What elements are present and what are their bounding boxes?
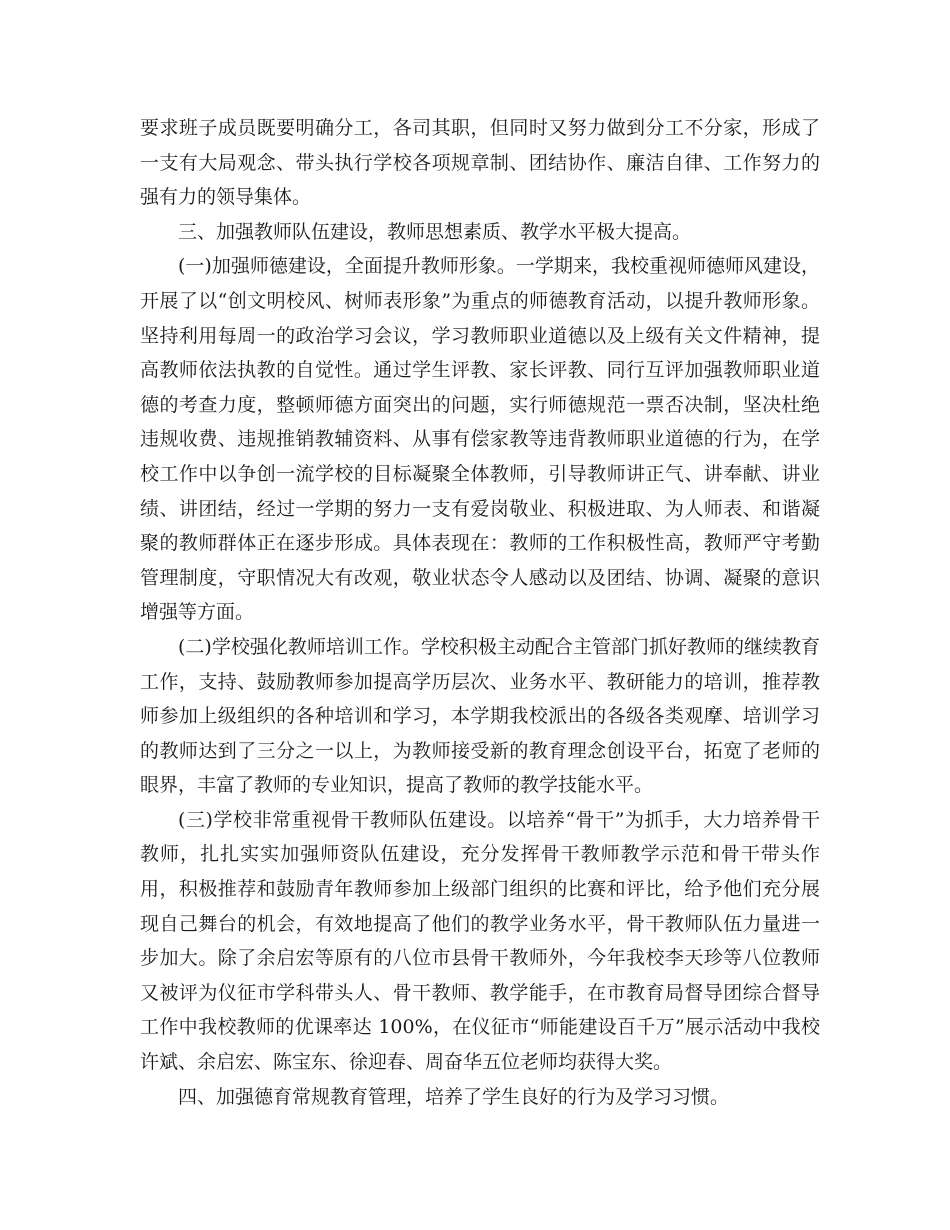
section-heading-teacher-team: 三、加强教师队伍建设，教师思想素质、教学水平极大提高。 bbox=[178, 220, 692, 243]
paragraph-leadership-continued: 要求班子成员既要明确分工，各司其职，但同时又努力做到分工不分家，形成了一支有大局观念、带头执行学校各项规章制、团结协作、廉洁自律、工作努力的强有力的领导集体。 bbox=[140, 117, 820, 209]
paragraph-teacher-ethics: (一)加强师德建设，全面提升教师形象。一学期来，我校重视师德师风建设，开展了以“创文明校风、树师表形象”为重点的师德教育活动，以提升教师形象。坚持利用每周一的政治学习会议，学习教师职业道德以及上级有关文件精神，提高教师依法执教的自觉性。通过学生评教、家长评教、同行互评加强教师职业道德的考查力度，整顿师德方面突出的问题，实行师德规范一票否决制，坚决杜绝违规收费、违规推销教辅资料、从事有偿家教等违背教师职业道德的行为，在学校工作中以争创一流学校的目标凝聚全体教师，引导教师讲正气、讲奉献、讲业绩、讲团结，经过一学期的努力一支有爱岗敬业、积极进取、为人师表、和谐凝聚的教师群体正在逐步形成。具体表现在：教师的工作积极性高，教师严守考勤管理制度，守职情况大有改观，敬业状态令人感动以及团结、协调、凝聚的意识增强等方面。 bbox=[140, 255, 820, 624]
paragraph-teacher-training: (二)学校强化教师培训工作。学校积极主动配合主管部门抓好教师的继续教育工作，支持、鼓励教师参加提高学历层次、业务水平、教研能力的培训，推荐教师参加上级组织的各种培训和学习，本学期我校派出的各级各类观摩、培训学习的教师达到了三分之一以上，为教师接受新的教育理念创设平台，拓宽了老师的眼界，丰富了教师的专业知识，提高了教师的教学技能水平。 bbox=[140, 635, 820, 797]
section-heading-moral-education: 四、加强德育常规教育管理，培养了学生良好的行为及学习习惯。 bbox=[178, 1085, 730, 1108]
paragraph-backbone-teachers: (三)学校非常重视骨干教师队伍建设。以培养“骨干”为抓手，大力培养骨干教师，扎扎实实加强师资队伍建设，充分发挥骨干教师教学示范和骨干带头作用，积极推荐和鼓励青年教师参加上级部门组织的比赛和评比，给予他们充分展现自己舞台的机会，有效地提高了他们的教学业务水平，骨干教师队伍力量进一步加大。除了余启宏等原有的八位市县骨干教师外，今年我校李天珍等八位教师又被评为仪征市学科带头人、骨干教师、教学能手，在市教育局督导团综合督导工作中我校教师的优课率达 100%，在仪征市“师能建设百千万”展示活动中我校许斌、余启宏、陈宝东、徐迎春、周奋华五位老师均获得大奖。 bbox=[140, 808, 820, 1074]
document-body bbox=[140, 111, 820, 1114]
